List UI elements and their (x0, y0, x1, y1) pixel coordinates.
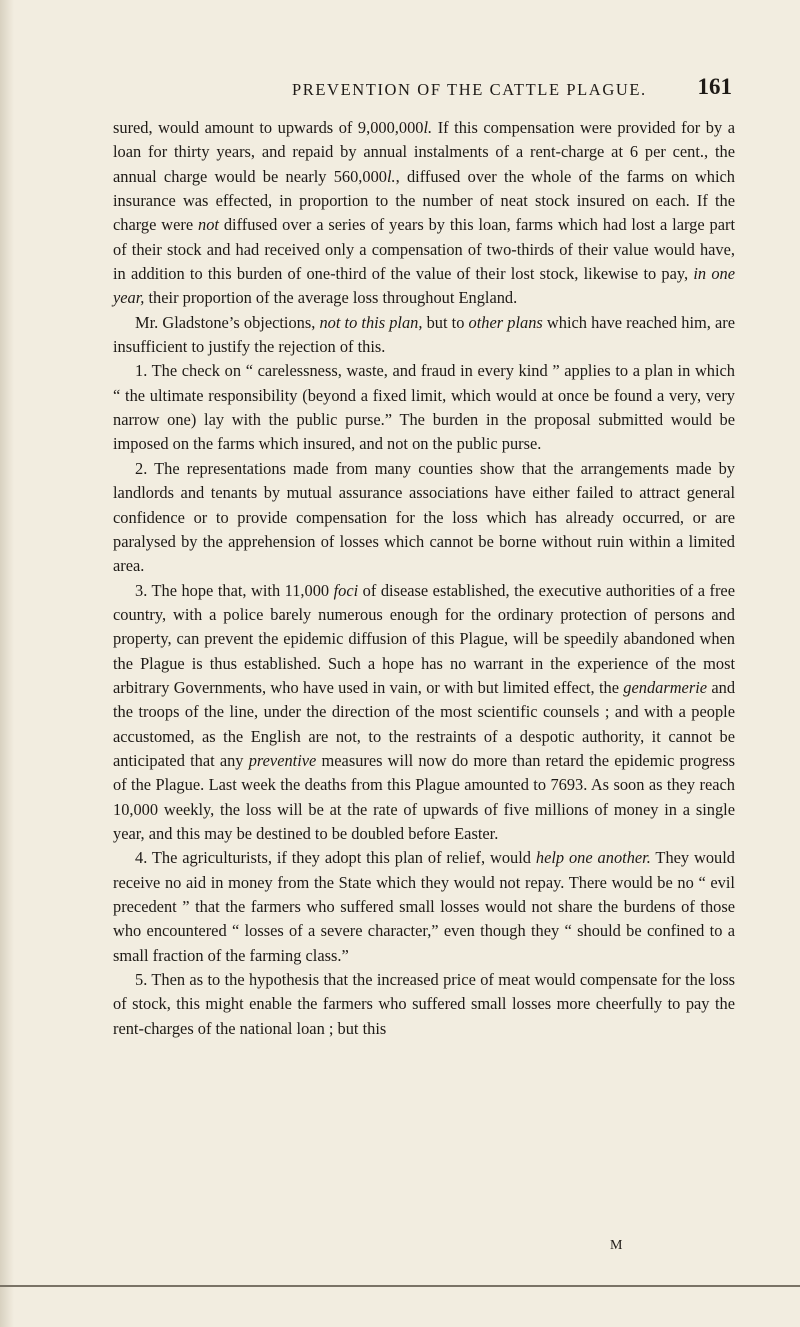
text-run-italic: gendarmerie (623, 677, 708, 697)
page-body (113, 116, 735, 1041)
paragraph-point-5 (113, 968, 735, 1041)
paragraph-point-2 (113, 457, 735, 579)
text-run-italic: help one another. (535, 848, 651, 868)
text-run: Mr. Gladstone’s objections, (135, 312, 320, 332)
text-run-italic: other plans (468, 312, 543, 332)
page-edge-shadow (0, 0, 14, 1327)
text-run: 5. Then as to the hypothesis that the increased price of meat would compensate for the loss of stock, this might enable the farmers who suffered small losses more cheerfully to pay the rent-charges of the national loan ; but this (113, 970, 735, 1038)
paragraph-point-4 (113, 846, 735, 968)
page-bottom-edge (0, 1285, 800, 1287)
text-run-italic: l. (423, 118, 433, 137)
text-run-italic: not to this plan, (319, 312, 423, 332)
text-run: 1. The check on “ carelessness, waste, and fraud in every kind ” applies to a plan in which “ the ultimate responsibility (beyond a fixed limit, which would at once be found a very, very narrow one) lay with the public purse.” The burden in the proposal submitted would be imposed on the farms which insured, and not on the public purse. (113, 361, 735, 454)
text-run: If this compensation were provided for by a loan for thirty years, and repaid by annual instalments of a rent-charge at 6 per cent., the annual charge would be nearly 560,000 (113, 118, 736, 186)
text-run-italic: in one year, (113, 264, 735, 308)
signature-mark: M (610, 1238, 624, 1253)
text-run: and the troops of the line, under the direction of the most scientific counsels ; and with a people accustomed, as the English are not, to the restraints of a despotic authority, it cannot be anticipated that any (113, 677, 736, 770)
page-header (200, 74, 732, 104)
text-run: measures will now do more than retard the epidemic progress of the Plague. Last week the deaths from this Plague amounted to 7693. As soon as they reach 10,000 weekly, the loss will be at the rate of upwards of five millions of money in a single year, and this may be destined to be doubled before Easter. (113, 750, 735, 843)
text-run: but to (422, 312, 469, 332)
text-run-italic: preventive (248, 750, 317, 770)
page-number: 161 (697, 74, 732, 99)
text-run: which have reached him, are insufficient to justify the rejection of this. (113, 312, 735, 357)
text-run-italic: not (198, 215, 219, 235)
text-run-italic: foci (333, 580, 359, 600)
paragraph-point-1 (113, 359, 735, 456)
text-run-italic: l. (386, 166, 396, 186)
running-head: PREVENTION OF THE CATTLE PLAGUE. (292, 80, 647, 99)
text-run: 4. The agriculturists, if they adopt this plan of relief, would (135, 848, 536, 868)
text-run: 2. The representations made from many counties show that the arrangements made by landlords and tenants by mutual assurance associations have either failed to attract general confidence or to provide compensation for the loss which has already occurred, or are paralysed by the apprehension of losses which cannot be borne without ruin within a limited area. (113, 458, 735, 576)
text-run: their proportion of the average loss throughout England. (144, 288, 518, 308)
text-run: They would receive no aid in money from the State which they would not repay. There would be no “ evil precedent ” that the farmers who suffered small losses would not share the burdens of those who encountered “ losses of a severe character,” even though they “ should be confined to a small fraction of the farming class.” (113, 848, 735, 965)
paragraph-point-3 (113, 579, 735, 847)
text-run: sured, would amount to upwards of 9,000,000 (113, 118, 424, 137)
paragraph-compensation (113, 116, 735, 311)
text-run: , diffused over the whole of the farms on which insurance was effected, in proportion to the number of neat stock insured on each. If the charge were (113, 166, 735, 235)
text-run: of disease established, the executive authorities of a free country, with a police barely numerous enough for the ordinary protection of persons and property, can prevent the epidemic diffusion of this Plague, will be speedily abandoned when the Plague is thus established. Such a hope has no warrant in the experience of the most arbitrary Governments, who have used in vain, or with but limited effect, the (113, 580, 735, 697)
paragraph-gladstone (113, 311, 735, 360)
text-run: diffused over a series of years by this loan, farms which had lost a large part of their stock and had received only a compensation of two-thirds of their value would have, in addition to this burden of one-third of the value of their lost stock, likewise to pay, (113, 215, 735, 284)
text-run: 3. The hope that, with 11,000 (135, 580, 334, 600)
